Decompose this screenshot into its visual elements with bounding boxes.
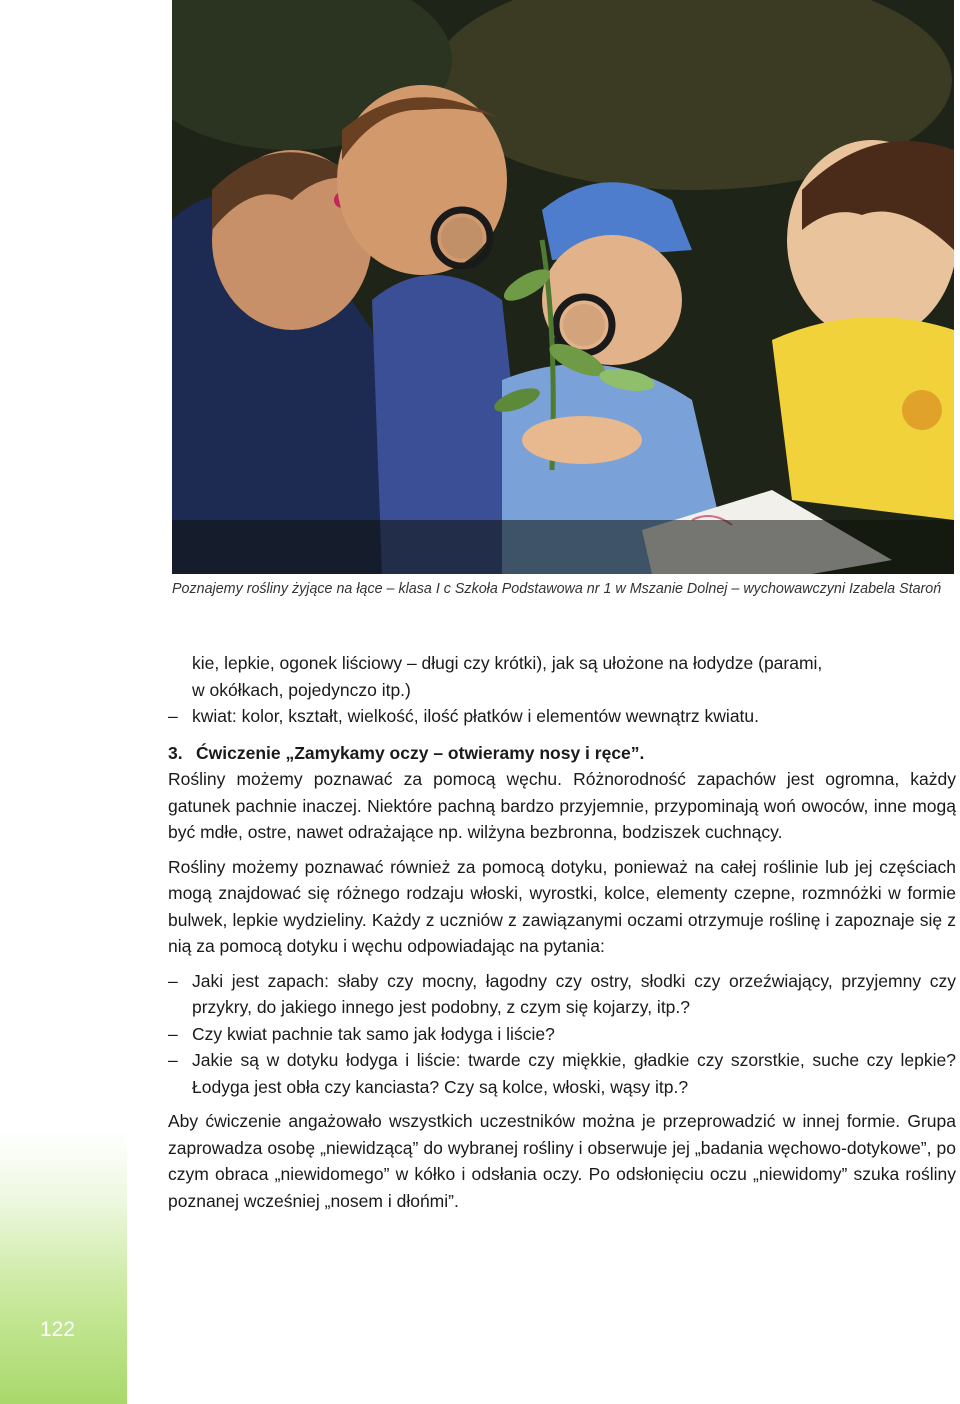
photo-children-magnifying-glasses: [172, 0, 954, 574]
question-1: [168, 968, 956, 1021]
question-text: Jaki jest zapach: słaby czy mocny, łagodny czy ostry, słodki czy orzeźwiający, przyjemny czy przykry, do jakiego innego jest podobny, z czym się kojarzy, itp.?: [192, 970, 956, 1017]
page-margin-bar: [0, 1130, 127, 1404]
list-item-flower: [168, 703, 956, 730]
exercise-heading: [168, 740, 956, 767]
intro-line-1: kie, lepkie, ogonek liściowy – długi czy krótki), jak są ułożone na łodydze (parami,: [192, 653, 823, 673]
photo-caption: Poznajemy rośliny żyjące na łące – klasa I c Szkoła Podstawowa nr 1 w Mszanie Dolnej – wychowawczyni Izabela Staroń: [172, 581, 942, 597]
exercise-number: 3.: [168, 742, 183, 763]
list-item-text: kwiat: kolor, kształt, wielkość, ilość płatków i elementów wewnątrz kwiatu.: [192, 706, 760, 726]
dash-bullet: –: [168, 1050, 178, 1070]
photo-illustration: [172, 0, 954, 574]
paragraph-smell: Rośliny możemy poznawać za pomocą węchu. Różnorodność zapachów jest ogromna, każdy gatunek pachnie inaczej. Niektóre pachną bardzo przyjemnie, przypominają woń owoców, inne mogą być mdłe, ostre, nawet odrażające np. wilżyna bezbronna, bodziszek cuchnący.: [168, 769, 956, 842]
paragraph-touch: Rośliny możemy poznawać również za pomocą dotyku, ponieważ na całej roślinie lub jej częściach mogą znajdować się różnego rodzaju włoski, wyrostki, kolce, elementy czepne, rozmnóżki w formie bulwek, lepkie wydzieliny. Każdy z uczniów z zawiązanymi oczami otrzymuje roślinę i zapoznaje się z nią za pomocą dotyku i węchu odpowiadając na pytania:: [168, 856, 956, 956]
page-number: 122: [40, 1318, 76, 1341]
question-3: [168, 1047, 956, 1100]
question-2: [168, 1021, 956, 1048]
exercise-title: Ćwiczenie „Zamykamy oczy – otwieramy nosy i ręce”.: [196, 742, 645, 763]
dash-bullet: –: [168, 1023, 178, 1044]
question-text: Czy kwiat pachnie tak samo jak łodyga i liście?: [192, 1023, 555, 1044]
body-text: [168, 650, 956, 1214]
intro-line-2: w okółkach, pojedynczo itp.): [192, 679, 411, 700]
dash-bullet: –: [168, 706, 178, 726]
paragraph-variant: Aby ćwiczenie angażowało wszystkich uczestników można je przeprowadzić w innej formie. Grupa zaprowadza osobę „niewidzącą” do wybranej rośliny i obserwuje jej „badania węchowo-dotykowe”, po czym obraca „niewidomego” w kółko i odsłania oczy. Po odsłonięciu oczu „niewidomy” szuka rośliny poznanej wcześniej „nosem i dłońmi”.: [168, 1111, 956, 1211]
question-text: Jakie są w dotyku łodyga i liście: twarde czy miękkie, gładkie czy szorstkie, suche czy lepkie? Łodyga jest obła czy kanciasta? Czy są kolce, włoski, wąsy itp.?: [192, 1050, 956, 1097]
dash-bullet: –: [168, 970, 178, 991]
